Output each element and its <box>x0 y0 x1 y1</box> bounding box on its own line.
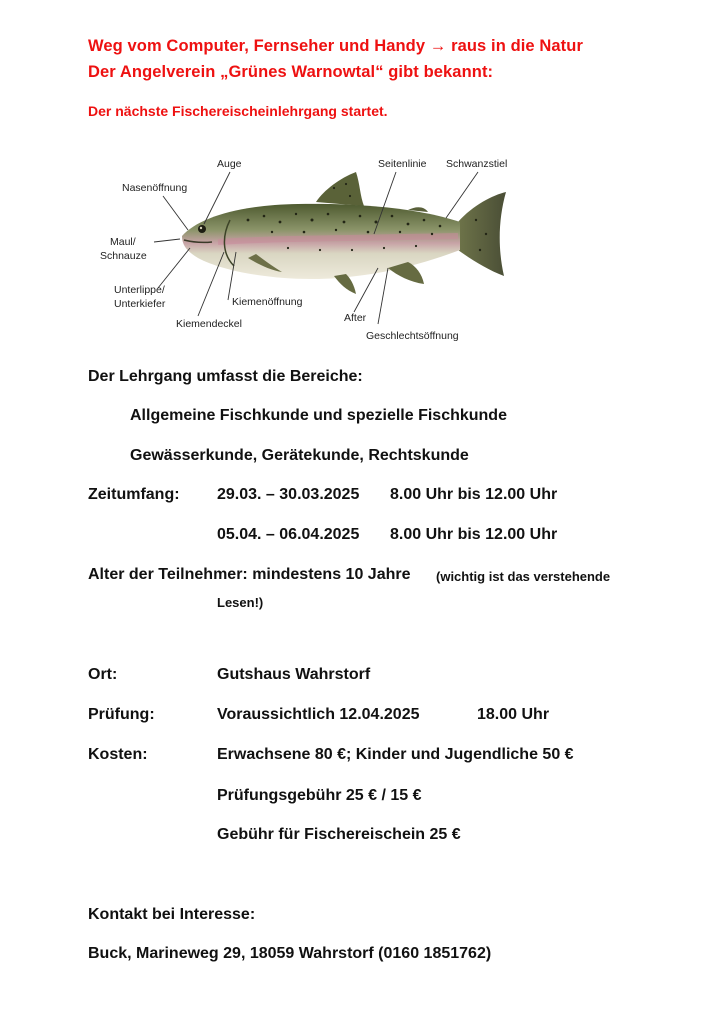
exam-time: 18.00 Uhr <box>477 706 550 723</box>
label-unterlippe-1: Unterlippe/ <box>114 284 165 296</box>
course-intro: Der Lehrgang umfasst die Bereiche: <box>88 368 363 385</box>
date-hours-1: 8.00 Uhr bis 12.00 Uhr <box>390 486 558 503</box>
course-area-2: Gewässerkunde, Gerätekunde, Rechtskunde <box>130 447 469 464</box>
age-note-1: (wichtig ist das verstehende <box>436 569 611 584</box>
course-area-1: Allgemeine Fischkunde und spezielle Fischkunde <box>130 407 507 424</box>
exam-label: Prüfung: <box>88 706 155 723</box>
label-after: After <box>344 312 367 324</box>
cost-course: Erwachsene 80 €; Kinder und Jugendliche 50 € <box>217 746 574 763</box>
age-note-2: Lesen!) <box>217 595 264 610</box>
cost-label: Kosten: <box>88 746 148 763</box>
cost-license-fee: Gebühr für Fischereischein 25 € <box>217 826 461 843</box>
eye <box>198 225 206 233</box>
label-auge: Auge <box>217 158 242 170</box>
header-subline: Der nächste Fischereischeinlehrgang startet. <box>88 103 388 119</box>
contact-line: Buck, Marineweg 29, 18059 Wahrstorf (0160 1851762) <box>88 945 492 962</box>
time-label: Zeitumfang: <box>88 486 180 503</box>
date-range-1: 29.03. – 30.03.2025 <box>217 486 360 503</box>
label-kiemenoeffnung: Kiemenöffnung <box>232 296 303 308</box>
header-line-1: Weg vom Computer, Fernseher und Handy → raus in die Natur <box>88 37 583 55</box>
place-label: Ort: <box>88 666 118 683</box>
header-line-2: Der Angelverein „Grünes Warnowtal“ gibt bekannt: <box>88 63 494 81</box>
age-requirement: Alter der Teilnehmer: mindestens 10 Jahre <box>88 566 411 583</box>
cost-exam-fee: Prüfungsgebühr 25 € / 15 € <box>217 787 422 804</box>
pelvic-fin <box>334 274 356 294</box>
label-schwanzstiel: Schwanzstiel <box>446 158 508 170</box>
dorsal-fin <box>316 172 364 206</box>
label-kiemendeckel: Kiemendeckel <box>176 318 242 330</box>
trout-illustration <box>88 150 528 350</box>
exam-date: Voraussichtlich 12.04.2025 <box>217 706 420 723</box>
date-hours-2: 8.00 Uhr bis 12.00 Uhr <box>390 526 558 543</box>
label-maul-2: Schnauze <box>100 250 147 262</box>
label-geschlechtsoeffnung: Geschlechtsöffnung <box>366 330 459 342</box>
place-value: Gutshaus Wahrstorf <box>217 666 371 683</box>
contact-heading: Kontakt bei Interesse: <box>88 906 256 923</box>
label-maul-1: Maul/ <box>110 236 136 248</box>
fish-anatomy-figure <box>88 150 528 350</box>
tail-fin <box>458 192 506 276</box>
label-unterlippe-2: Unterkiefer <box>114 298 166 310</box>
label-nasenoeffnung: Nasenöffnung <box>122 182 188 194</box>
label-seitenlinie: Seitenlinie <box>378 158 427 170</box>
date-range-2: 05.04. – 06.04.2025 <box>217 526 360 543</box>
